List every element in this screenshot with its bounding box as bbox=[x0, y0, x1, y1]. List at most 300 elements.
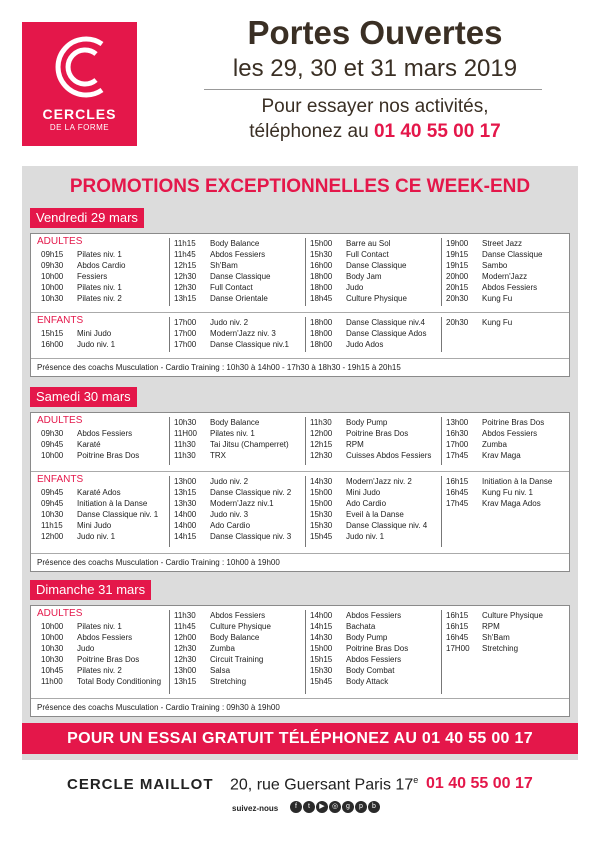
schedule-row bbox=[306, 417, 437, 428]
schedule-column bbox=[37, 621, 165, 687]
session-time: 19h00 bbox=[446, 239, 469, 248]
schedule-column bbox=[37, 487, 165, 542]
session-time: 15h00 bbox=[310, 239, 333, 248]
session-time: 18h00 bbox=[310, 272, 333, 281]
session-time: 16h45 bbox=[446, 633, 469, 642]
section-adultes bbox=[31, 234, 569, 310]
session-activity: Abdos Fessiers bbox=[346, 611, 402, 620]
schedule-row bbox=[37, 271, 165, 282]
session-time: 14h15 bbox=[174, 532, 197, 541]
session-activity: Judo bbox=[77, 644, 95, 653]
session-time: 17H00 bbox=[446, 644, 470, 653]
session-activity: Judo niv. 1 bbox=[77, 340, 116, 349]
page-title: Portes Ouvertes bbox=[247, 14, 503, 51]
schedule-row bbox=[306, 531, 437, 542]
session-activity: Ado Cardio bbox=[346, 499, 387, 508]
session-time: 12h30 bbox=[310, 451, 333, 460]
schedule-row bbox=[442, 317, 569, 328]
session-activity: Mini Judo bbox=[346, 488, 381, 497]
session-time: 20h15 bbox=[446, 283, 469, 292]
session-activity: Pilates niv. 1 bbox=[77, 250, 122, 259]
schedule-column bbox=[37, 249, 165, 304]
promo-heading: PROMOTIONS EXCEPTIONNELLES CE WEEK-END bbox=[69, 176, 531, 197]
schedule-row bbox=[442, 643, 569, 654]
session-activity: Initiation à la Danse bbox=[77, 499, 148, 508]
session-activity: Danse Classique niv.1 bbox=[210, 340, 290, 349]
session-time: 18h00 bbox=[310, 340, 333, 349]
follow-label: suivez-nous bbox=[232, 804, 279, 813]
session-time: 17h45 bbox=[446, 499, 469, 508]
session-time: 12h30 bbox=[174, 655, 197, 664]
header-phone-line bbox=[150, 121, 600, 143]
section-label: ADULTES bbox=[37, 415, 83, 426]
session-time: 17h00 bbox=[174, 329, 197, 338]
session-activity: Stretching bbox=[482, 644, 519, 653]
session-time: 09h30 bbox=[41, 261, 64, 270]
session-activity: Danse Classique niv. 1 bbox=[77, 510, 159, 519]
session-activity: Judo Ados bbox=[346, 340, 384, 349]
session-activity: Body Jam bbox=[346, 272, 382, 281]
schedule-row bbox=[306, 238, 437, 249]
session-activity: Abdos Fessiers bbox=[482, 429, 538, 438]
day-header-friday: Vendredi 29 mars bbox=[30, 208, 144, 228]
schedule-row bbox=[37, 282, 165, 293]
session-activity: Full Contact bbox=[346, 250, 389, 259]
schedule-row bbox=[37, 498, 165, 509]
session-activity: Judo niv. 1 bbox=[77, 532, 116, 541]
logo-text: CERCLES bbox=[42, 106, 117, 122]
coach-hours: Présence des coachs Musculation - Cardio Training : 10h00 à 19h00 bbox=[31, 553, 569, 571]
schedule-row bbox=[170, 654, 301, 665]
footer-phone[interactable]: 01 40 55 00 17 bbox=[426, 775, 533, 792]
schedule-row bbox=[170, 531, 301, 542]
schedule-column bbox=[169, 610, 301, 694]
schedule-row bbox=[306, 520, 437, 531]
session-time: 18h00 bbox=[310, 318, 333, 327]
schedule-row bbox=[37, 450, 165, 461]
session-activity: Modern'Jazz niv. 3 bbox=[210, 329, 276, 338]
schedule-row bbox=[37, 632, 165, 643]
schedule-row bbox=[442, 450, 569, 461]
session-activity: Abdos Fessiers bbox=[346, 655, 402, 664]
session-activity: Poitrine Bras Dos bbox=[77, 451, 140, 460]
session-activity: Body Pump bbox=[346, 418, 388, 427]
session-activity: Body Combat bbox=[346, 666, 395, 675]
schedule-row bbox=[37, 328, 165, 339]
schedule-row bbox=[170, 498, 301, 509]
schedule-row bbox=[306, 339, 437, 350]
schedule-row bbox=[170, 621, 301, 632]
schedule-row bbox=[306, 282, 437, 293]
schedule-row bbox=[442, 417, 569, 428]
session-activity: Danse Classique bbox=[346, 261, 407, 270]
session-time: 15h30 bbox=[310, 510, 333, 519]
session-time: 10h00 bbox=[41, 451, 64, 460]
session-activity: Danse Classique niv.4 bbox=[346, 318, 426, 327]
session-activity: Fessiers bbox=[77, 272, 108, 281]
schedule-row bbox=[170, 339, 301, 350]
session-time: 13h00 bbox=[174, 666, 197, 675]
session-activity: Salsa bbox=[210, 666, 231, 675]
schedule-row bbox=[442, 476, 569, 487]
session-activity: Danse Classique niv. 2 bbox=[210, 488, 292, 497]
session-time: 13h00 bbox=[446, 418, 469, 427]
section-label: ADULTES bbox=[37, 236, 83, 247]
session-time: 15h15 bbox=[41, 329, 64, 338]
session-time: 18h45 bbox=[310, 294, 333, 303]
schedule-row bbox=[306, 676, 437, 687]
schedule-row bbox=[170, 643, 301, 654]
schedule-row bbox=[170, 476, 301, 487]
session-activity: Abdos Fessiers bbox=[77, 429, 133, 438]
schedule-row bbox=[170, 238, 301, 249]
session-activity: Pilates niv. 2 bbox=[77, 666, 122, 675]
session-activity: Karaté bbox=[77, 440, 101, 449]
session-time: 10h45 bbox=[41, 666, 64, 675]
footer-address bbox=[230, 775, 418, 794]
session-time: 13h30 bbox=[174, 499, 197, 508]
session-time: 10h00 bbox=[41, 622, 64, 631]
session-activity: Modern'Jazz niv.1 bbox=[210, 499, 274, 508]
session-activity: Judo bbox=[346, 283, 364, 292]
schedule-column bbox=[169, 238, 301, 306]
schedule-row bbox=[37, 621, 165, 632]
session-activity: Modern'Jazz bbox=[482, 272, 528, 281]
session-time: 16h30 bbox=[446, 429, 469, 438]
section-adultes bbox=[31, 606, 569, 698]
session-time: 10h30 bbox=[41, 510, 64, 519]
section-adultes bbox=[31, 413, 569, 469]
session-activity: Culture Physique bbox=[346, 294, 407, 303]
footer-address-text: 20, rue Guersant Paris 17 bbox=[230, 776, 414, 794]
schedule-column bbox=[441, 610, 569, 694]
session-activity: Judo niv. 2 bbox=[210, 477, 249, 486]
schedule-row bbox=[170, 632, 301, 643]
schedule-row bbox=[170, 282, 301, 293]
schedule-row bbox=[170, 317, 301, 328]
session-activity: Kung Fu bbox=[482, 294, 513, 303]
session-time: 11h45 bbox=[174, 622, 196, 631]
session-time: 19h15 bbox=[446, 261, 469, 270]
session-activity: Danse Classique niv. 4 bbox=[346, 521, 428, 530]
schedule-row bbox=[442, 498, 569, 509]
session-time: 15h45 bbox=[310, 677, 333, 686]
session-activity: Karaté Ados bbox=[77, 488, 121, 497]
session-activity: Abdos Cardio bbox=[77, 261, 126, 270]
session-time: 15h30 bbox=[310, 250, 333, 259]
session-activity: TRX bbox=[210, 451, 226, 460]
schedule-row bbox=[306, 654, 437, 665]
coach-hours: Présence des coachs Musculation - Cardio Training : 10h30 à 14h00 - 17h30 à 18h30 - 19h15 à 20h15 bbox=[31, 358, 569, 376]
schedule-column bbox=[305, 317, 437, 352]
youtube-icon[interactable]: ▶ bbox=[316, 801, 328, 813]
logo-c-icon bbox=[50, 34, 110, 100]
session-time: 15h15 bbox=[310, 655, 333, 664]
session-activity: Danse Orientale bbox=[210, 294, 268, 303]
session-activity: Judo niv. 2 bbox=[210, 318, 249, 327]
section-label: ENFANTS bbox=[37, 315, 84, 326]
section-enfants bbox=[31, 471, 569, 551]
schedule-row bbox=[170, 676, 301, 687]
session-activity: Circuit Training bbox=[210, 655, 264, 664]
session-time: 13h15 bbox=[174, 294, 197, 303]
footer-club-name: CERCLE MAILLOT bbox=[67, 776, 214, 793]
session-time: 18h00 bbox=[310, 283, 333, 292]
schedule-row bbox=[37, 676, 165, 687]
schedule-row bbox=[442, 439, 569, 450]
schedule-row bbox=[170, 450, 301, 461]
session-time: 13h00 bbox=[174, 477, 197, 486]
session-activity: Judo niv. 1 bbox=[346, 532, 385, 541]
schedule-row bbox=[306, 610, 437, 621]
header-phone-number[interactable]: 01 40 55 00 17 bbox=[373, 121, 501, 142]
twitter-icon[interactable]: t bbox=[303, 801, 315, 813]
session-time: 10h30 bbox=[174, 418, 197, 427]
schedule-column bbox=[169, 417, 301, 465]
session-activity: Culture Physique bbox=[210, 622, 271, 631]
session-activity: Krav Maga bbox=[482, 451, 521, 460]
session-time: 11h45 bbox=[174, 250, 196, 259]
session-activity: Bachata bbox=[346, 622, 376, 631]
session-activity: Culture Physique bbox=[482, 611, 543, 620]
session-time: 09h15 bbox=[41, 250, 64, 259]
schedule-row bbox=[37, 260, 165, 271]
schedule-row bbox=[37, 654, 165, 665]
session-time: 11H00 bbox=[174, 429, 197, 438]
session-time: 10h30 bbox=[41, 655, 64, 664]
schedule-row bbox=[170, 428, 301, 439]
session-time: 15h00 bbox=[310, 644, 333, 653]
session-time: 16h00 bbox=[310, 261, 333, 270]
schedule-row bbox=[37, 531, 165, 542]
session-time: 16h45 bbox=[446, 488, 469, 497]
footer-address-sup: e bbox=[413, 775, 419, 785]
session-time: 12h00 bbox=[174, 633, 197, 642]
facebook-icon[interactable]: f bbox=[290, 801, 302, 813]
schedule-column bbox=[305, 476, 437, 547]
session-activity: Pilates niv. 1 bbox=[210, 429, 255, 438]
schedule-row bbox=[442, 238, 569, 249]
free-trial-banner: POUR UN ESSAI GRATUIT TÉLÉPHONEZ AU 01 40 55 00 17 bbox=[22, 723, 578, 754]
session-activity: Poitrine Bras Dos bbox=[346, 644, 409, 653]
schedule-row bbox=[442, 249, 569, 260]
instagram-icon[interactable]: ◎ bbox=[329, 801, 341, 813]
session-activity: Pilates niv. 1 bbox=[77, 622, 122, 631]
schedule-row bbox=[306, 498, 437, 509]
coach-hours: Présence des coachs Musculation - Cardio Training : 09h30 à 19h00 bbox=[31, 698, 569, 716]
schedule-row bbox=[306, 328, 437, 339]
session-activity: Sh'Bam bbox=[210, 261, 238, 270]
day-header-sunday: Dimanche 31 mars bbox=[30, 580, 151, 600]
schedule-column bbox=[37, 428, 165, 461]
session-activity: Body Pump bbox=[346, 633, 388, 642]
day-header-saturday: Samedi 30 mars bbox=[30, 387, 137, 407]
schedule-column bbox=[441, 417, 569, 465]
session-activity: Danse Classique niv. 3 bbox=[210, 532, 292, 541]
footer bbox=[22, 762, 578, 822]
session-activity: Sh'Bam bbox=[482, 633, 510, 642]
session-activity: Poitrine Bras Dos bbox=[77, 655, 140, 664]
session-time: 20h00 bbox=[446, 272, 469, 281]
session-activity: Eveil à la Danse bbox=[346, 510, 404, 519]
session-activity: Danse Classique bbox=[482, 250, 543, 259]
schedule-row bbox=[37, 428, 165, 439]
session-time: 14h00 bbox=[174, 521, 197, 530]
schedule-row bbox=[306, 665, 437, 676]
schedule-row bbox=[306, 271, 437, 282]
schedule-row bbox=[306, 632, 437, 643]
schedule-row bbox=[170, 610, 301, 621]
schedule-column bbox=[37, 328, 165, 350]
session-activity: Sambo bbox=[482, 261, 508, 270]
schedule-row bbox=[306, 428, 437, 439]
session-activity: Stretching bbox=[210, 677, 247, 686]
session-time: 18h00 bbox=[310, 329, 333, 338]
session-time: 17h45 bbox=[446, 451, 469, 460]
schedule-row bbox=[442, 632, 569, 643]
session-activity: Danse Classique Ados bbox=[346, 329, 427, 338]
section-label: ADULTES bbox=[37, 608, 83, 619]
session-time: 09h45 bbox=[41, 499, 64, 508]
session-time: 12h00 bbox=[41, 532, 64, 541]
header-divider bbox=[204, 89, 542, 90]
schedule-row bbox=[37, 520, 165, 531]
logo-subtext: DE LA FORME bbox=[49, 123, 110, 132]
schedule-row bbox=[442, 260, 569, 271]
session-time: 14h30 bbox=[310, 477, 333, 486]
session-activity: Initiation à la Danse bbox=[482, 477, 553, 486]
session-time: 10h30 bbox=[41, 644, 64, 653]
session-activity: Body Balance bbox=[210, 418, 260, 427]
session-time: 16h15 bbox=[446, 611, 469, 620]
header-phone-text: téléphonez au bbox=[249, 121, 369, 142]
session-activity: Kung Fu bbox=[482, 318, 513, 327]
session-time: 11h30 bbox=[174, 440, 196, 449]
session-time: 10h00 bbox=[41, 272, 64, 281]
schedule-row bbox=[170, 249, 301, 260]
session-time: 11h15 bbox=[174, 239, 196, 248]
session-time: 11h30 bbox=[174, 611, 196, 620]
session-activity: Tai Jitsu (Champerret) bbox=[210, 440, 289, 449]
schedule-row bbox=[37, 249, 165, 260]
session-activity: Abdos Fessiers bbox=[210, 611, 266, 620]
session-time: 11h30 bbox=[174, 451, 196, 460]
google-plus-icon[interactable]: g bbox=[342, 801, 354, 813]
schedule-row bbox=[170, 665, 301, 676]
session-time: 13h15 bbox=[174, 677, 197, 686]
schedule-row bbox=[306, 249, 437, 260]
session-activity: Abdos Fessiers bbox=[482, 283, 538, 292]
schedule-row bbox=[37, 665, 165, 676]
schedule-row bbox=[306, 293, 437, 304]
schedule-column bbox=[305, 417, 437, 465]
schedule-column bbox=[441, 317, 569, 352]
schedule-row bbox=[442, 487, 569, 498]
schedule-row bbox=[442, 428, 569, 439]
session-time: 09h45 bbox=[41, 488, 64, 497]
schedule-row bbox=[170, 271, 301, 282]
session-activity: Total Body Conditioning bbox=[77, 677, 162, 686]
event-dates: les 29, 30 et 31 mars 2019 bbox=[232, 55, 518, 82]
pinterest-icon[interactable]: p bbox=[355, 801, 367, 813]
schedule-column bbox=[305, 238, 437, 306]
session-time: 14h00 bbox=[310, 611, 333, 620]
session-time: 13h15 bbox=[174, 488, 197, 497]
session-time: 16h00 bbox=[41, 340, 64, 349]
session-activity: Pilates niv. 1 bbox=[77, 283, 122, 292]
session-time: 14h30 bbox=[310, 633, 333, 642]
session-activity: Kung Fu niv. 1 bbox=[482, 488, 533, 497]
session-time: 20h30 bbox=[446, 294, 469, 303]
session-time: 10h30 bbox=[41, 294, 64, 303]
session-activity: Danse Classique bbox=[210, 272, 271, 281]
schedule-row bbox=[37, 509, 165, 520]
schedule-row bbox=[170, 328, 301, 339]
session-activity: Krav Maga Ados bbox=[482, 499, 541, 508]
day-box-friday bbox=[30, 233, 570, 377]
session-time: 11h15 bbox=[41, 521, 63, 530]
schedule-column bbox=[441, 238, 569, 306]
schedule-row bbox=[37, 293, 165, 304]
schedule-row bbox=[306, 260, 437, 271]
session-time: 16h15 bbox=[446, 477, 469, 486]
schedule-row bbox=[170, 293, 301, 304]
session-time: 15h00 bbox=[310, 488, 333, 497]
session-activity: Judo niv. 3 bbox=[210, 510, 249, 519]
session-time: 11h30 bbox=[310, 418, 332, 427]
blog-icon[interactable]: b bbox=[368, 801, 380, 813]
header-invite: Pour essayer nos activités, bbox=[261, 96, 489, 117]
session-time: 15h45 bbox=[310, 532, 333, 541]
session-time: 11h00 bbox=[41, 677, 63, 686]
schedule-row bbox=[442, 610, 569, 621]
schedule-row bbox=[170, 439, 301, 450]
schedule-row bbox=[306, 487, 437, 498]
session-activity: Body Balance bbox=[210, 239, 260, 248]
schedule-row bbox=[37, 487, 165, 498]
session-time: 15h30 bbox=[310, 666, 333, 675]
session-time: 14h15 bbox=[310, 622, 333, 631]
session-activity: Ado Cardio bbox=[210, 521, 251, 530]
schedule-row bbox=[37, 439, 165, 450]
session-time: 12h15 bbox=[174, 261, 197, 270]
session-activity: Poitrine Bras Dos bbox=[482, 418, 545, 427]
schedule-row bbox=[170, 509, 301, 520]
session-activity: Full Contact bbox=[210, 283, 253, 292]
schedule-row bbox=[306, 643, 437, 654]
session-time: 12h00 bbox=[310, 429, 333, 438]
section-label: ENFANTS bbox=[37, 474, 84, 485]
schedule-row bbox=[442, 621, 569, 632]
cercles-logo bbox=[22, 22, 137, 146]
session-time: 17h00 bbox=[174, 340, 197, 349]
session-time: 12h30 bbox=[174, 644, 197, 653]
session-time: 10h00 bbox=[41, 283, 64, 292]
session-activity: Zumba bbox=[482, 440, 507, 449]
session-activity: Pilates niv. 2 bbox=[77, 294, 122, 303]
session-activity: Zumba bbox=[210, 644, 235, 653]
schedule-row bbox=[442, 293, 569, 304]
session-activity: RPM bbox=[346, 440, 364, 449]
schedule-row bbox=[170, 260, 301, 271]
schedule-row bbox=[306, 317, 437, 328]
session-activity: Mini Judo bbox=[77, 329, 112, 338]
session-activity: RPM bbox=[482, 622, 500, 631]
schedule-row bbox=[306, 621, 437, 632]
session-time: 15h30 bbox=[310, 521, 333, 530]
session-activity: Body Attack bbox=[346, 677, 389, 686]
session-activity: Modern'Jazz niv. 2 bbox=[346, 477, 412, 486]
